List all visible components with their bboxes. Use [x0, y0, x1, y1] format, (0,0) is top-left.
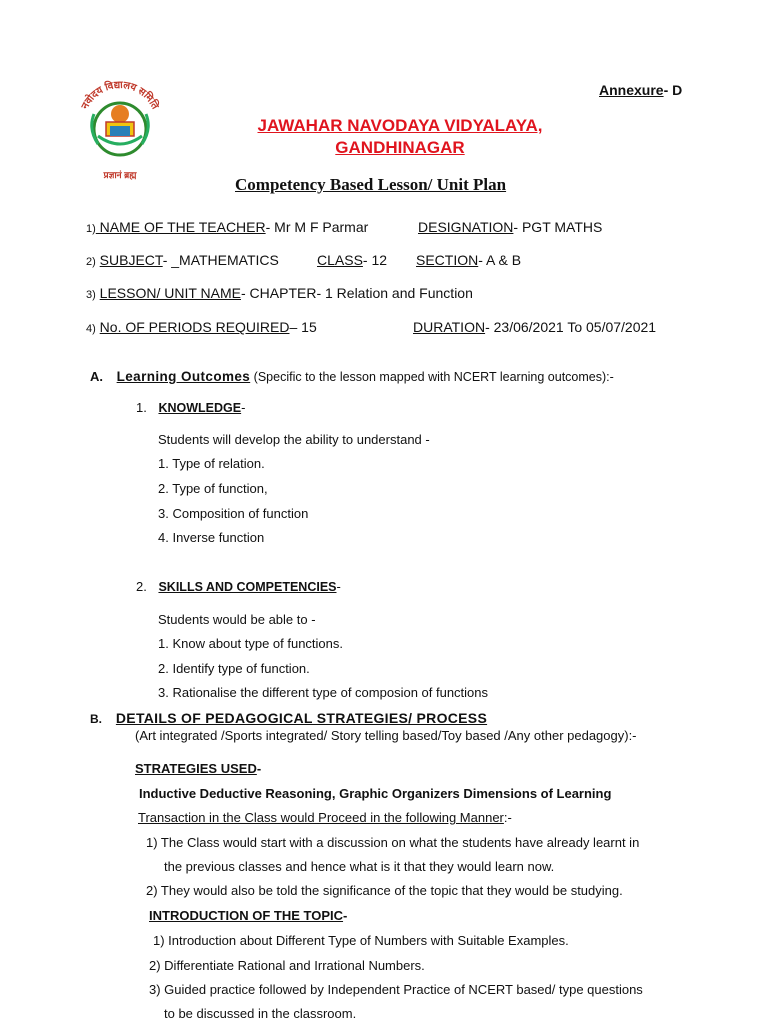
periods-value: – 15 — [289, 319, 317, 335]
section-b-letter: B. — [90, 712, 102, 726]
knowledge-heading — [136, 400, 245, 415]
skills-item: 2. Identify type of function. — [158, 661, 310, 676]
skills-heading — [136, 579, 341, 594]
skills-item: 1. Know about type of functions. — [158, 636, 344, 651]
section-b-heading — [90, 710, 487, 726]
knowledge-intro: Students will develop the ability to understand - — [158, 432, 430, 447]
field-number: 3) — [86, 289, 96, 301]
plan-title: Competency Based Lesson/ Unit Plan — [235, 175, 507, 194]
school-name-line1: JAWAHAR NAVODAYA VIDYALAYA, — [257, 116, 543, 135]
subject-value: - _MATHEMATICS — [162, 252, 279, 268]
intro-topic-suffix: - — [343, 908, 348, 923]
designation-value: - PGT MATHS — [513, 219, 603, 235]
skills-label: SKILLS AND COMPETENCIES — [158, 580, 337, 594]
skills-suffix: - — [336, 579, 341, 594]
section-label: SECTION — [416, 252, 479, 268]
lesson-field — [86, 285, 473, 301]
intro-topic-item: 2) Differentiate Rational and Irrational Numbers. — [149, 958, 425, 973]
designation-field — [418, 219, 602, 235]
teacher-label: NAME OF THE TEACHER — [95, 219, 266, 235]
manner-item: 1) The Class would start with a discussion on what the students have already learnt in — [146, 835, 640, 850]
field-number: 2) — [86, 256, 96, 268]
strategies-text: Inductive Deductive Reasoning, Graphic Organizers Dimensions of Learning — [139, 786, 612, 801]
transaction-label: Transaction in the Class would Proceed in the following Manner — [138, 810, 504, 825]
teacher-value: - Mr M F Parmar — [265, 219, 369, 235]
section-a-title: Learning Outcomes — [116, 369, 251, 384]
periods-label: No. OF PERIODS REQUIRED — [99, 319, 290, 335]
duration-value: - 23/06/2021 To 05/07/2021 — [485, 319, 657, 335]
class-field — [317, 252, 387, 268]
knowledge-label: KNOWLEDGE — [158, 401, 242, 415]
intro-topic-label: INTRODUCTION OF THE TOPIC — [149, 908, 344, 923]
skills-intro: Students would be able to - — [158, 612, 316, 627]
transaction-suffix: :- — [503, 810, 512, 825]
section-a-heading — [90, 369, 614, 384]
intro-topic-heading — [149, 908, 347, 923]
duration-label: DURATION — [413, 319, 486, 335]
field-number: 1) — [86, 223, 96, 235]
knowledge-number: 1. — [136, 400, 147, 415]
section-a-note: (Specific to the lesson mapped with NCERT learning outcomes):- — [250, 370, 614, 384]
knowledge-item: 4. Inverse function — [158, 530, 265, 545]
subject-label: SUBJECT — [99, 252, 163, 268]
section-b-note: (Art integrated /Sports integrated/ Story telling based/Toy based /Any other pedagogy):- — [135, 728, 637, 743]
knowledge-item: 1. Type of relation. — [158, 456, 265, 471]
knowledge-item: 3. Composition of function — [158, 506, 309, 521]
annexure-label: Annexure — [599, 82, 664, 98]
duration-field — [413, 319, 656, 335]
periods-field — [86, 319, 317, 335]
skills-number: 2. — [136, 579, 147, 594]
strategies-heading — [135, 761, 261, 776]
lesson-label: LESSON/ UNIT NAME — [99, 285, 241, 301]
intro-topic-item: to be discussed in the classroom. — [164, 1006, 357, 1021]
knowledge-suffix: - — [241, 400, 246, 415]
school-logo — [74, 74, 166, 184]
transaction-heading — [138, 810, 512, 825]
knowledge-item: 2. Type of function, — [158, 481, 268, 496]
school-name-line2: GANDHINAGAR — [335, 138, 465, 157]
annexure-value: - D — [663, 82, 683, 98]
section-b-title: DETAILS OF PEDAGOGICAL STRATEGIES/ PROCESS — [115, 710, 488, 726]
intro-topic-item: 3) Guided practice followed by Independent Practice of NCERT based/ type questions — [149, 982, 643, 997]
annexure — [599, 82, 682, 98]
lesson-value: - CHAPTER- 1 Relation and Function — [241, 285, 473, 301]
strategies-suffix: - — [256, 761, 262, 776]
class-label: CLASS — [317, 252, 363, 268]
school-name — [220, 115, 580, 159]
intro-topic-item: 1) Introduction about Different Type of Numbers with Suitable Examples. — [153, 933, 569, 948]
strategies-label: STRATEGIES USED — [135, 761, 257, 776]
teacher-field — [86, 219, 368, 235]
skills-item: 3. Rationalise the different type of composion of functions — [158, 685, 489, 700]
section-field — [416, 252, 521, 268]
manner-item: the previous classes and hence what is it that they would learn now. — [164, 859, 555, 874]
designation-label: DESIGNATION — [418, 219, 514, 235]
subject-field — [86, 252, 279, 268]
field-number: 4) — [86, 323, 96, 335]
section-a-letter: A. — [90, 369, 103, 384]
section-value: - A & B — [478, 252, 522, 268]
logo-bottom-text: प्रज्ञानं ब्रह्म — [103, 170, 137, 180]
logo-top-text: नवोदय विद्यालय समिति — [79, 79, 161, 112]
manner-item: 2) They would also be told the significance of the topic that they would be studying. — [146, 883, 623, 898]
class-value: - 12 — [362, 252, 388, 268]
